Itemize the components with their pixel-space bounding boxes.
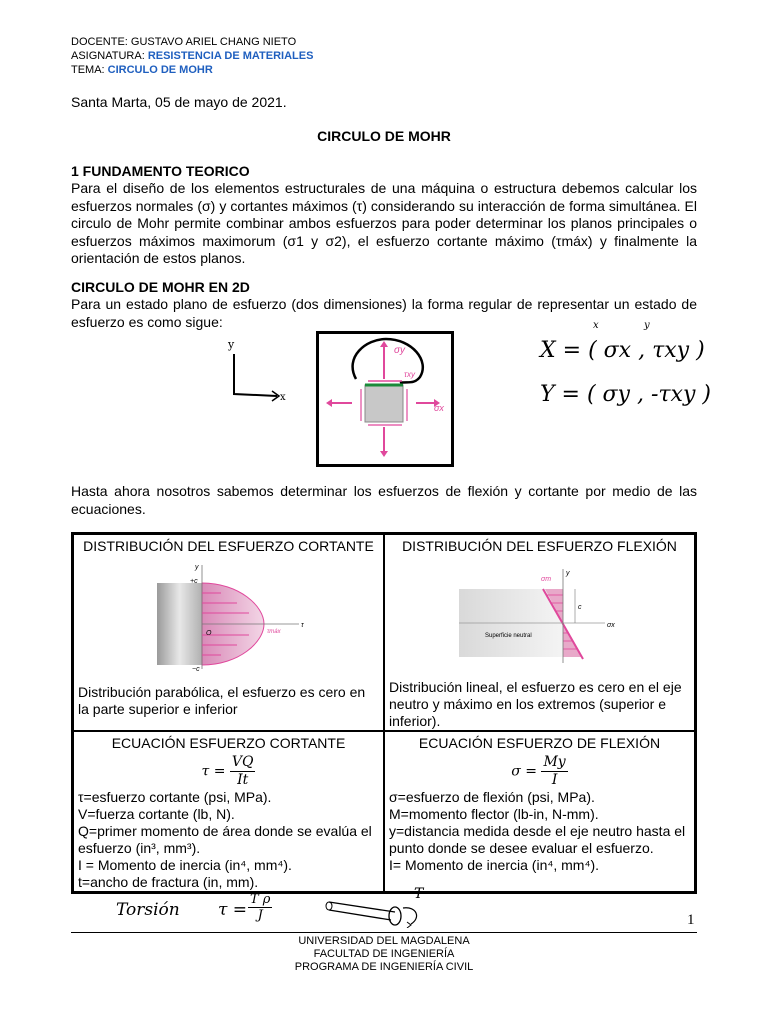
shear-distribution-desc: Distribución parabólica, el esfuerzo es cero en la parte superior e inferior bbox=[78, 684, 366, 717]
handwritten-torque-label: T bbox=[414, 886, 424, 902]
handwritten-torsion: Torsión bbox=[116, 900, 180, 920]
flexure-equation: σ = $\frac{My}{I}$ bbox=[511, 754, 566, 788]
shear-equation: τ = $\frac{VQ}{It}$ bbox=[201, 754, 254, 788]
fig2-neutral-surface: Superficie neutral bbox=[484, 633, 532, 639]
label-sigma-x: σx bbox=[434, 403, 444, 413]
footer-divider bbox=[71, 932, 697, 933]
document-date: Santa Marta, 05 de mayo de 2021. bbox=[71, 94, 287, 110]
shear-line-3: Q=primer momento de área donde se evalúa el esfuerzo (in³, mm³). bbox=[78, 823, 372, 856]
cell-flexure-equation bbox=[384, 731, 696, 893]
cell-flexure-distribution bbox=[384, 534, 696, 732]
fig1-origin: O bbox=[205, 630, 211, 637]
section1-text: Para el diseño de los elementos estructurales de una máquina o estructura debemos calcular los esfuerzos normales (σ) y cortantes máximos (τ) considerando su interacción de forma simultánea. El circulo de Mohr permite combinar ambos esfuerzos para poder determinar los planos principales o esfuerzos máximos maximorum (σ1 y σ2), el esfuerzo cortante máximo (τmáx) y finalmente la orientación de estos planos. bbox=[71, 180, 697, 266]
label-x-top: x bbox=[593, 320, 599, 331]
intro-equations-text: Hasta ahora nosotros sabemos determinar los esfuerzos de flexión y cortante por medio de las ecuaciones. bbox=[71, 483, 697, 517]
fig2-sigma-x: σx bbox=[606, 622, 615, 629]
footer-line-2: FACULTAD DE INGENIERÍA bbox=[313, 948, 455, 960]
page-number: 1 bbox=[687, 912, 695, 928]
flexure-distribution-desc: Distribución lineal, el esfuerzo es cero en el eje neutro y máximo en los extremos (superior e inferior). bbox=[389, 679, 682, 729]
fig1-tau-axis: τ bbox=[300, 622, 304, 629]
label-sigma-y: σy bbox=[394, 345, 406, 356]
label-tau-xy: τxy bbox=[404, 370, 415, 379]
flexure-line-3: y=distancia medida desde el eje neutro hasta el punto donde se desee evaluar el esfuerzo. bbox=[389, 823, 686, 856]
flexure-line-4: I= Momento de inercia (in⁴, mm⁴). bbox=[389, 857, 600, 873]
fig1-minus-c: −c bbox=[191, 666, 200, 671]
header-tema: TEMA: CIRCULO DE MOHR bbox=[71, 64, 213, 76]
fig2-c-label: c bbox=[577, 604, 581, 611]
fig2-y-label: y bbox=[565, 570, 569, 577]
shear-distribution-title: DISTRIBUCIÓN DEL ESFUERZO CORTANTE bbox=[83, 538, 374, 554]
shear-line-5: t=ancho de fractura (in, mm). bbox=[78, 874, 259, 890]
handwritten-eq-y: Y = ( σy , -τxy ) bbox=[540, 382, 711, 407]
footer-line-3: PROGRAMA DE INGENIERÍA CIVIL bbox=[294, 961, 474, 973]
flexure-distribution-title: DISTRIBUCIÓN DEL ESFUERZO FLEXIÓN bbox=[402, 538, 677, 554]
handwritten-torsion-fraction: $\frac{\text{T ρ}}{J}$ bbox=[250, 892, 271, 923]
header-asignatura: ASIGNATURA: RESISTENCIA DE MATERIALES bbox=[71, 50, 314, 62]
section1-heading: 1 FUNDAMENTO TEORICO bbox=[71, 163, 250, 179]
shear-line-4: I = Momento de inercia (in⁴, mm⁴). bbox=[78, 857, 292, 873]
shear-line-2: V=fuerza cortante (lb, N). bbox=[78, 806, 235, 822]
fig1-tau-max: τmáx bbox=[266, 629, 281, 635]
document-title: CIRCULO DE MOHR bbox=[317, 128, 451, 144]
axis-y-label: y bbox=[228, 338, 235, 351]
stress-element-figure bbox=[316, 331, 454, 467]
axes-sketch bbox=[222, 336, 292, 406]
fig2-sigma-m: σm bbox=[540, 576, 551, 583]
document-header bbox=[71, 35, 313, 77]
shear-equation-title: ECUACIÓN ESFUERZO CORTANTE bbox=[111, 735, 346, 751]
section2-heading: CIRCULO DE MOHR EN 2D bbox=[71, 279, 250, 295]
footer bbox=[0, 935, 768, 974]
section2-text: Para un estado plano de esfuerzo (dos dimensiones) la forma regular de representar un estado de esfuerzo es como sigue: bbox=[71, 296, 697, 330]
stress-table bbox=[71, 532, 697, 894]
flexure-line-2: M=momento flector (lb-in, N-mm). bbox=[389, 806, 599, 822]
flexure-line-1: σ=esfuerzo de flexión (psi, MPa). bbox=[389, 789, 595, 805]
header-docente: DOCENTE: GUSTAVO ARIEL CHANG NIETO bbox=[71, 36, 297, 48]
label-y-top: y bbox=[644, 320, 650, 331]
cell-shear-equation bbox=[73, 731, 385, 893]
shear-distribution-figure bbox=[149, 561, 309, 671]
flexure-equation-title: ECUACIÓN ESFUERZO DE FLEXIÓN bbox=[418, 735, 661, 751]
handwritten-eq-x: X = ( σx , τxy ) bbox=[540, 338, 705, 363]
fig1-y-label: y bbox=[194, 564, 198, 571]
shear-line-1: τ=esfuerzo cortante (psi, MPa). bbox=[78, 789, 272, 805]
footer-line-1: UNIVERSIDAD DEL MAGDALENA bbox=[298, 935, 470, 947]
fig1-plus-c: +c bbox=[189, 578, 198, 585]
axis-x-label: x bbox=[280, 392, 286, 403]
flexure-distribution-figure bbox=[455, 567, 625, 667]
handwritten-torsion-lhs: τ = bbox=[218, 900, 248, 920]
cell-shear-distribution bbox=[73, 534, 385, 732]
